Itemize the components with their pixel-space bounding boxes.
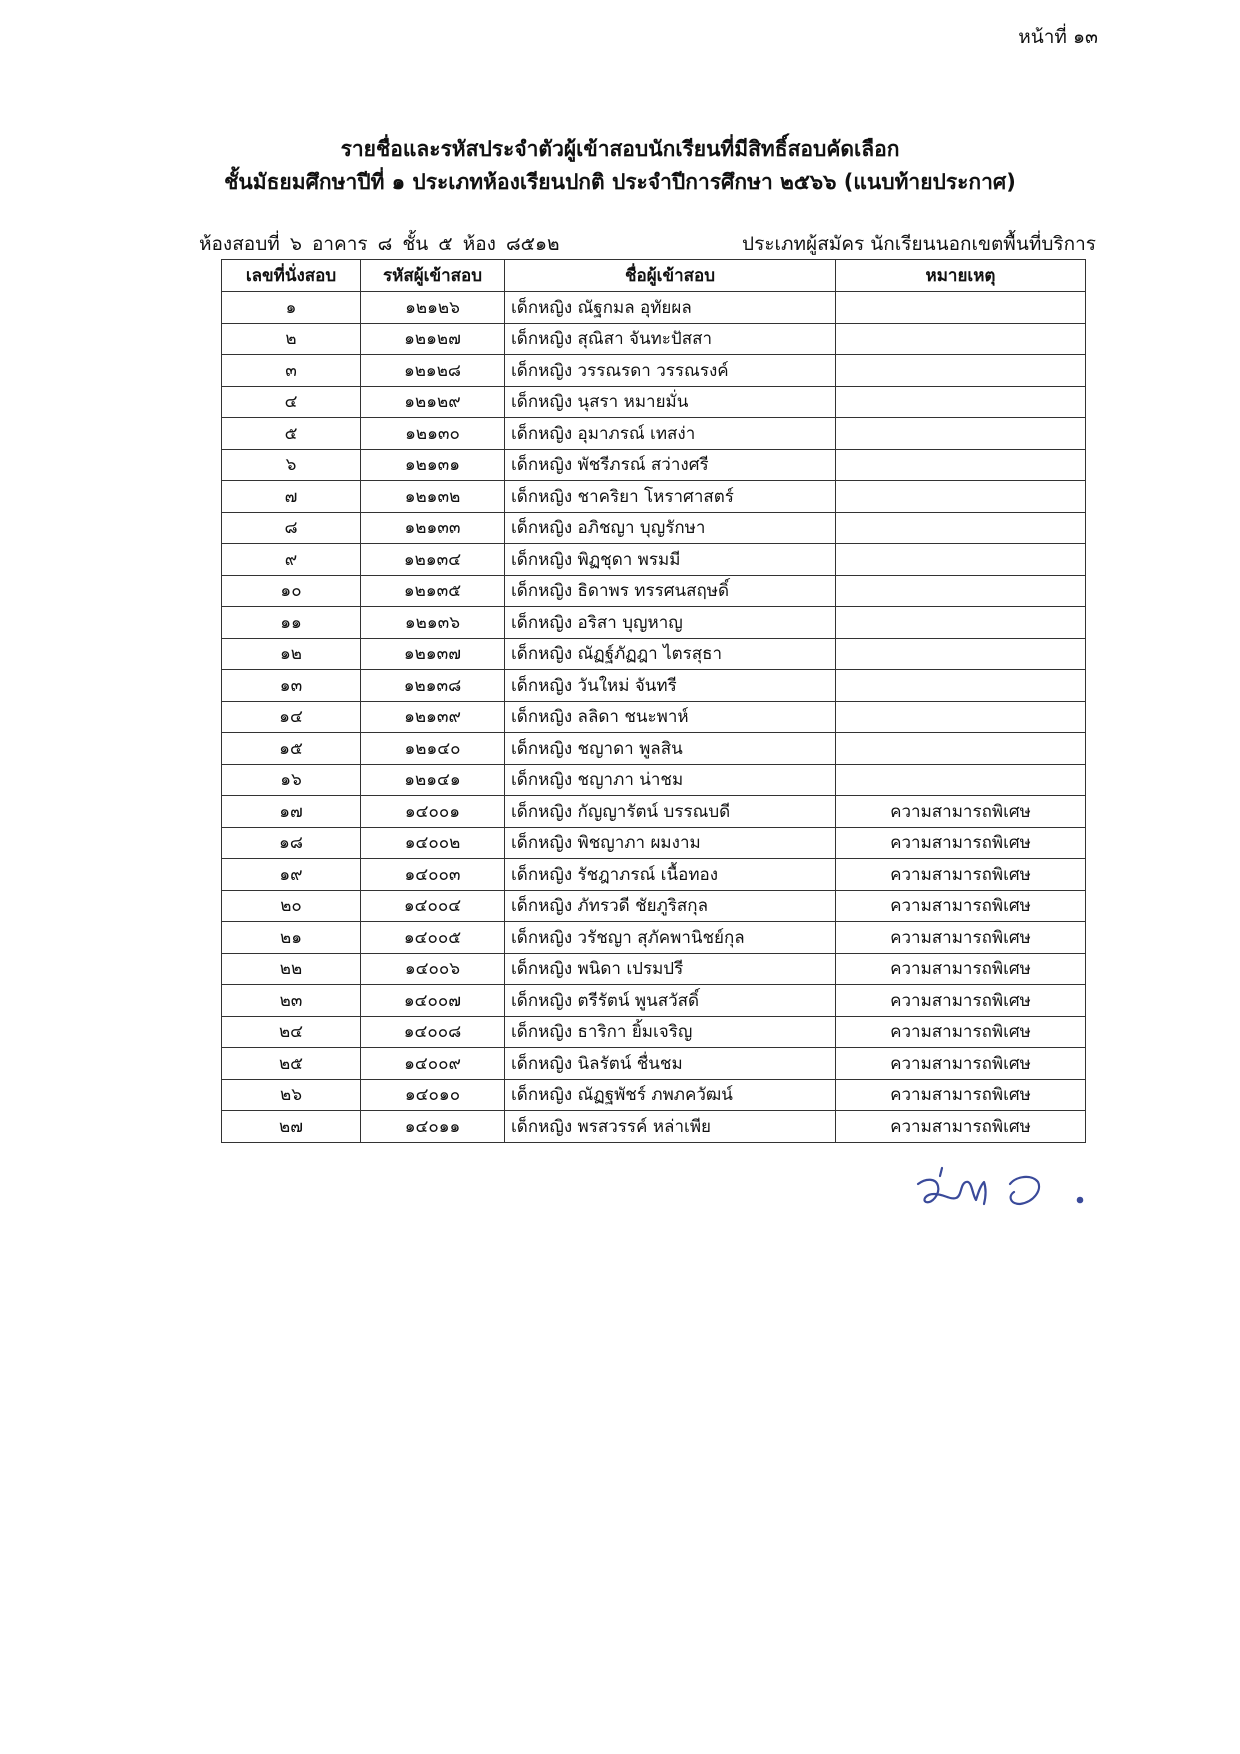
candidate-code-cell: ๑๒๑๓๙ (361, 701, 505, 733)
candidate-name-cell: เด็กหญิง นุสรา หมายมั่น (505, 386, 836, 418)
table-row (222, 796, 1086, 828)
table-row (222, 1111, 1086, 1143)
candidate-name-cell: เด็กหญิง พิฏชุดา พรมมี (505, 544, 836, 576)
table-row (222, 827, 1086, 859)
candidate-name-cell: เด็กหญิง ตรีรัตน์ พูนสวัสดิ์ (505, 985, 836, 1017)
remark-cell (836, 575, 1086, 607)
table-row (222, 670, 1086, 702)
table-row (222, 890, 1086, 922)
candidate-code-cell: ๑๔๐๑๑ (361, 1111, 505, 1143)
candidate-code-cell: ๑๒๑๒๘ (361, 355, 505, 387)
applicant-type: ประเภทผู้สมัคร นักเรียนนอกเขตพื้นที่บริการ (742, 233, 1096, 255)
header-row (222, 260, 1086, 292)
candidate-code-cell: ๑๒๑๒๗ (361, 323, 505, 355)
table-row (222, 512, 1086, 544)
seat-number-cell: ๒๕ (222, 1048, 361, 1080)
header-seat-number: เลขที่นั่งสอบ (222, 260, 361, 292)
seat-number-cell: ๑๐ (222, 575, 361, 607)
remark-cell (836, 512, 1086, 544)
seat-number-cell: ๑๙ (222, 859, 361, 891)
page-number: หน้าที่ ๑๓ (1018, 26, 1098, 48)
seat-number-cell: ๒๖ (222, 1079, 361, 1111)
remark-cell (836, 481, 1086, 513)
candidate-code-cell: ๑๒๑๓๑ (361, 449, 505, 481)
table-row (222, 418, 1086, 450)
seat-number-cell: ๑๕ (222, 733, 361, 765)
signature-strokes (918, 1168, 1082, 1204)
candidate-code-cell: ๑๒๑๓๒ (361, 481, 505, 513)
candidate-name-cell: เด็กหญิง พัชรีภรณ์ สว่างศรี (505, 449, 836, 481)
table-row (222, 922, 1086, 954)
candidate-code-cell: ๑๒๑๓๘ (361, 670, 505, 702)
seat-number-cell: ๑๘ (222, 827, 361, 859)
table-row (222, 701, 1086, 733)
remark-cell (836, 449, 1086, 481)
candidate-code-cell: ๑๔๐๐๕ (361, 922, 505, 954)
remark-cell (836, 701, 1086, 733)
candidate-code-cell: ๑๒๑๔๐ (361, 733, 505, 765)
candidate-name-cell: เด็กหญิง อริสา บุญหาญ (505, 607, 836, 639)
candidate-table (221, 259, 1086, 1143)
seat-number-cell: ๓ (222, 355, 361, 387)
candidate-name-cell: เด็กหญิง กัญญารัตน์ บรรณบดี (505, 796, 836, 828)
candidate-name-cell: เด็กหญิง อภิชญา บุญรักษา (505, 512, 836, 544)
seat-number-cell: ๒๗ (222, 1111, 361, 1143)
remark-cell: ความสามารถพิเศษ (836, 922, 1086, 954)
seat-number-cell: ๒ (222, 323, 361, 355)
signature (912, 1160, 1102, 1220)
candidate-code-cell: ๑๒๑๓๖ (361, 607, 505, 639)
header-candidate-name: ชื่อผู้เข้าสอบ (505, 260, 836, 292)
remark-cell (836, 386, 1086, 418)
candidate-name-cell: เด็กหญิง วรรณรดา วรรณรงค์ (505, 355, 836, 387)
table-row (222, 1079, 1086, 1111)
remark-cell (836, 764, 1086, 796)
header-candidate-code: รหัสผู้เข้าสอบ (361, 260, 505, 292)
seat-number-cell: ๒๓ (222, 985, 361, 1017)
seat-number-cell: ๒๐ (222, 890, 361, 922)
candidate-name-cell: เด็กหญิง พนิดา เปรมปรี (505, 953, 836, 985)
candidate-code-cell: ๑๔๐๐๔ (361, 890, 505, 922)
candidate-code-cell: ๑๒๑๓๕ (361, 575, 505, 607)
seat-number-cell: ๔ (222, 386, 361, 418)
seat-number-cell: ๘ (222, 512, 361, 544)
seat-number-cell: ๑๓ (222, 670, 361, 702)
candidate-code-cell: ๑๒๑๓๗ (361, 638, 505, 670)
candidate-name-cell: เด็กหญิง นิลรัตน์ ชื่นชม (505, 1048, 836, 1080)
remark-cell: ความสามารถพิเศษ (836, 827, 1086, 859)
remark-cell (836, 733, 1086, 765)
table-row (222, 323, 1086, 355)
candidate-code-cell: ๑๔๐๐๘ (361, 1016, 505, 1048)
candidate-name-cell: เด็กหญิง วันใหม่ จันทรี (505, 670, 836, 702)
candidate-name-cell: เด็กหญิง พรสวรรค์ หล่าเพีย (505, 1111, 836, 1143)
candidate-name-cell: เด็กหญิง วรัชญา สุภัคพานิชย์กุล (505, 922, 836, 954)
table-row (222, 985, 1086, 1017)
seat-number-cell: ๑ (222, 292, 361, 324)
exam-room-info: ห้องสอบที่ ๖ อาคาร ๘ ชั้น ๕ ห้อง ๘๕๑๒ (199, 233, 560, 255)
remark-cell: ความสามารถพิเศษ (836, 1016, 1086, 1048)
table-row (222, 449, 1086, 481)
candidate-name-cell: เด็กหญิง ชญาดา พูลสิน (505, 733, 836, 765)
table-header (222, 260, 1086, 292)
candidate-code-cell: ๑๒๑๒๙ (361, 386, 505, 418)
candidate-code-cell: ๑๒๑๓๓ (361, 512, 505, 544)
table-row (222, 764, 1086, 796)
seat-number-cell: ๙ (222, 544, 361, 576)
table-row (222, 1048, 1086, 1080)
candidate-code-cell: ๑๔๐๐๑ (361, 796, 505, 828)
remark-cell (836, 607, 1086, 639)
seat-number-cell: ๕ (222, 418, 361, 450)
candidate-name-cell: เด็กหญิง ลลิดา ชนะพาห์ (505, 701, 836, 733)
remark-cell: ความสามารถพิเศษ (836, 985, 1086, 1017)
remark-cell: ความสามารถพิเศษ (836, 1048, 1086, 1080)
seat-number-cell: ๒๔ (222, 1016, 361, 1048)
candidate-name-cell: เด็กหญิง สุณิสา จันทะปัสสา (505, 323, 836, 355)
seat-number-cell: ๑๗ (222, 796, 361, 828)
seat-number-cell: ๗ (222, 481, 361, 513)
remark-cell (836, 323, 1086, 355)
remark-cell (836, 418, 1086, 450)
remark-cell: ความสามารถพิเศษ (836, 1079, 1086, 1111)
table-body (222, 292, 1086, 1143)
remark-cell (836, 292, 1086, 324)
table-row (222, 575, 1086, 607)
remark-cell: ความสามารถพิเศษ (836, 1111, 1086, 1143)
remark-cell (836, 638, 1086, 670)
table-row (222, 953, 1086, 985)
candidate-name-cell: เด็กหญิง รัชฎาภรณ์ เนื้อทอง (505, 859, 836, 891)
candidate-name-cell: เด็กหญิง ธาริกา ยิ้มเจริญ (505, 1016, 836, 1048)
table-row (222, 544, 1086, 576)
table-row (222, 292, 1086, 324)
candidate-code-cell: ๑๒๑๒๖ (361, 292, 505, 324)
seat-number-cell: ๑๑ (222, 607, 361, 639)
candidate-name-cell: เด็กหญิง ชาคริยา โหราศาสตร์ (505, 481, 836, 513)
remark-cell (836, 355, 1086, 387)
table-row (222, 1016, 1086, 1048)
seat-number-cell: ๖ (222, 449, 361, 481)
remark-cell: ความสามารถพิเศษ (836, 953, 1086, 985)
seat-number-cell: ๑๒ (222, 638, 361, 670)
document-title-line-1: รายชื่อและรหัสประจำตัวผู้เข้าสอบนักเรียนที่มีสิทธิ์สอบคัดเลือก (340, 137, 900, 161)
candidate-code-cell: ๑๔๐๐๙ (361, 1048, 505, 1080)
candidate-code-cell: ๑๔๐๐๖ (361, 953, 505, 985)
remark-cell: ความสามารถพิเศษ (836, 796, 1086, 828)
candidate-name-cell: เด็กหญิง ชญาภา น่าชม (505, 764, 836, 796)
table-row (222, 733, 1086, 765)
candidate-code-cell: ๑๔๐๐๒ (361, 827, 505, 859)
candidate-code-cell: ๑๔๐๐๓ (361, 859, 505, 891)
table-row (222, 481, 1086, 513)
seat-number-cell: ๒๑ (222, 922, 361, 954)
candidate-code-cell: ๑๔๐๐๗ (361, 985, 505, 1017)
remark-cell: ความสามารถพิเศษ (836, 890, 1086, 922)
remark-cell (836, 670, 1086, 702)
remark-cell: ความสามารถพิเศษ (836, 859, 1086, 891)
table-row (222, 859, 1086, 891)
candidate-code-cell: ๑๒๑๔๑ (361, 764, 505, 796)
candidate-name-cell: เด็กหญิง ณัฐกมล อุทัยผล (505, 292, 836, 324)
candidate-name-cell: เด็กหญิง พิชญาภา ผมงาม (505, 827, 836, 859)
candidate-code-cell: ๑๒๑๓๐ (361, 418, 505, 450)
table-row (222, 638, 1086, 670)
table-row (222, 355, 1086, 387)
candidate-code-cell: ๑๒๑๓๔ (361, 544, 505, 576)
table-row (222, 607, 1086, 639)
seat-number-cell: ๑๖ (222, 764, 361, 796)
candidate-name-cell: เด็กหญิง ภัทรวดี ชัยภูริสกุล (505, 890, 836, 922)
seat-number-cell: ๑๔ (222, 701, 361, 733)
document-title-line-2: ชั้นมัธยมศึกษาปีที่ ๑ ประเภทห้องเรียนปกติ ประจำปีการศึกษา ๒๕๖๖ (แนบท้ายประกาศ) (224, 170, 1016, 194)
candidate-code-cell: ๑๔๐๑๐ (361, 1079, 505, 1111)
header-remark: หมายเหตุ (836, 260, 1086, 292)
candidate-name-cell: เด็กหญิง ณัฏฐ์ภัฏฎา ไตรสุธา (505, 638, 836, 670)
remark-cell (836, 544, 1086, 576)
table-row (222, 386, 1086, 418)
candidate-name-cell: เด็กหญิง ณัฏฐพัชร์ ภพภควัฒน์ (505, 1079, 836, 1111)
candidate-name-cell: เด็กหญิง อุมาภรณ์ เทสง่า (505, 418, 836, 450)
candidate-name-cell: เด็กหญิง ธิดาพร ทรรศนสฤษดิ์ (505, 575, 836, 607)
seat-number-cell: ๒๒ (222, 953, 361, 985)
